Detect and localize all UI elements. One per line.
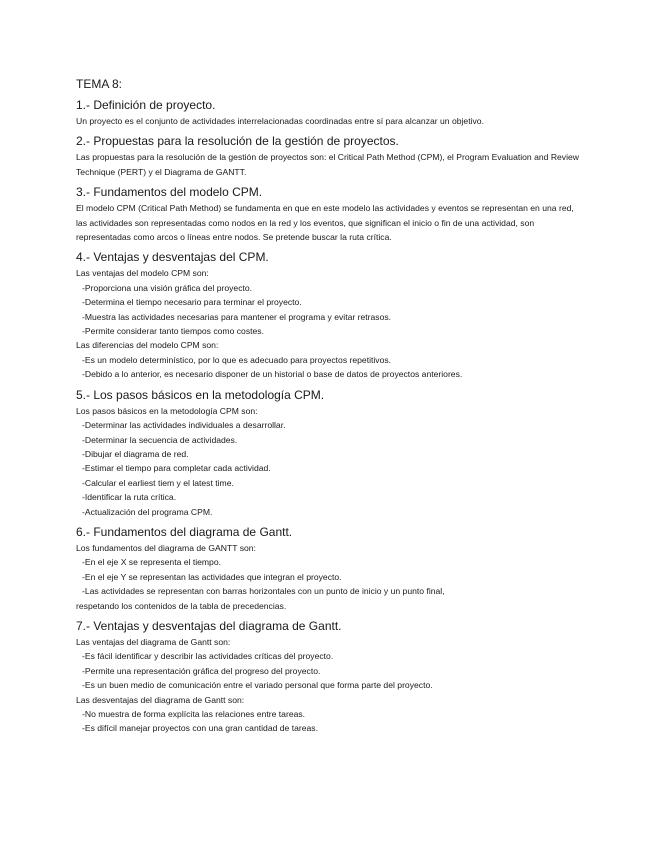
section-5 bbox=[76, 388, 586, 519]
list-item: -Es un buen medio de comunicación entre el variado personal que forma parte del proyecto. bbox=[82, 680, 433, 691]
list-intro: Las ventajas del diagrama de Gantt son: bbox=[76, 636, 231, 647]
section-paragraph: Un proyecto es el conjunto de actividades interrelacionadas coordinadas entre sí para alcanzar un objetivo. bbox=[76, 116, 484, 126]
list-item: -En el eje X se representa el tiempo. bbox=[82, 557, 222, 568]
list-item: -Determinar la secuencia de actividades. bbox=[82, 434, 238, 445]
list-item: -En el eje Y se representan las actividades que integran el proyecto. bbox=[82, 571, 342, 582]
list-item: -Muestra las actividades necesarias para mantener el programa y evitar retrasos. bbox=[82, 311, 392, 322]
section-paragraph: El modelo CPM (Critical Path Method) se fundamenta en que en este modelo las actividades y eventos se representan en una red, las actividades son representadas como nodos en la red y los eventos, que significan el inicio o fin de una actividad, son representadas como arcos o líneas entre nodos. Se pretende buscar la ruta crítica. bbox=[76, 203, 574, 243]
list-item: -Identificar la ruta crítica. bbox=[82, 492, 177, 503]
list-intro: Los fundamentos del diagrama de GANTT son: bbox=[76, 542, 256, 553]
section-heading: 6.- Fundamentos del diagrama de Gantt. bbox=[76, 524, 293, 539]
list-item: -Dibujar el diagrama de red. bbox=[82, 448, 189, 459]
section-1 bbox=[76, 98, 586, 128]
section-heading: 3.- Fundamentos del modelo CPM. bbox=[76, 185, 263, 200]
list-intro: Los pasos básicos en la metodología CPM son: bbox=[76, 405, 258, 416]
section-2 bbox=[76, 134, 586, 179]
list-item: -Actualización del programa CPM. bbox=[82, 506, 213, 517]
list-item: -Es difícil manejar proyectos con una gran cantidad de tareas. bbox=[82, 723, 318, 734]
list-item-continuation: respetando los contenidos de la tabla de precedencias. bbox=[76, 600, 287, 611]
list-item: -Permite una representación gráfica del progreso del proyecto. bbox=[82, 665, 321, 676]
list-item: -No muestra de forma explícita las relaciones entre tareas. bbox=[82, 709, 306, 719]
section-heading: 2.- Propuestas para la resolución de la gestión de proyectos. bbox=[76, 134, 399, 149]
list-item: -Es un modelo determinístico, por lo que es adecuado para proyectos repetitivos. bbox=[82, 354, 392, 365]
list-item: -Determinar las actividades individuales a desarrollar. bbox=[82, 420, 286, 431]
section-heading: 5.- Los pasos básicos en la metodología CPM. bbox=[76, 387, 325, 402]
list-item: -Estimar el tiempo para completar cada actividad. bbox=[82, 463, 271, 474]
section-3 bbox=[76, 185, 586, 244]
section-heading: 1.- Definición de proyecto. bbox=[76, 98, 216, 112]
list-intro: Las diferencias del modelo CPM son: bbox=[76, 340, 219, 351]
list-item: -Las actividades se representan con barras horizontales con un punto de inicio y un punto final, bbox=[82, 586, 445, 597]
section-4 bbox=[76, 250, 586, 381]
list-item: -Calcular el earliest tiem y el latest time. bbox=[82, 477, 234, 488]
document-title: TEMA 8: bbox=[76, 77, 123, 91]
list-item: -Permite considerar tanto tiempos como costes. bbox=[82, 326, 264, 337]
list-intro: Las ventajas del modelo CPM son: bbox=[76, 268, 209, 279]
section-7 bbox=[76, 619, 586, 736]
section-heading: 7.- Ventajas y desventajas del diagrama de Gantt. bbox=[76, 618, 342, 633]
list-intro: Las desventajas del diagrama de Gantt son: bbox=[76, 694, 245, 705]
list-item: -Debido a lo anterior, es necesario disponer de un historial o base de datos de proyectos anteriores. bbox=[82, 369, 463, 380]
document-page bbox=[76, 77, 586, 742]
section-6 bbox=[76, 525, 586, 613]
section-heading: 4.- Ventajas y desventajas del CPM. bbox=[76, 250, 269, 265]
list-item: -Proporciona una visión gráfica del proyecto. bbox=[82, 282, 253, 293]
list-item: -Es fácil identificar y describir las actividades críticas del proyecto. bbox=[82, 651, 334, 662]
list-item: -Determina el tiempo necesario para terminar el proyecto. bbox=[82, 297, 302, 308]
section-paragraph: Las propuestas para la resolución de la gestión de proyectos son: el Critical Path Method (CPM), el Program Evaluation and Review Technique (PERT) y el Diagrama de GANTT. bbox=[76, 152, 579, 177]
